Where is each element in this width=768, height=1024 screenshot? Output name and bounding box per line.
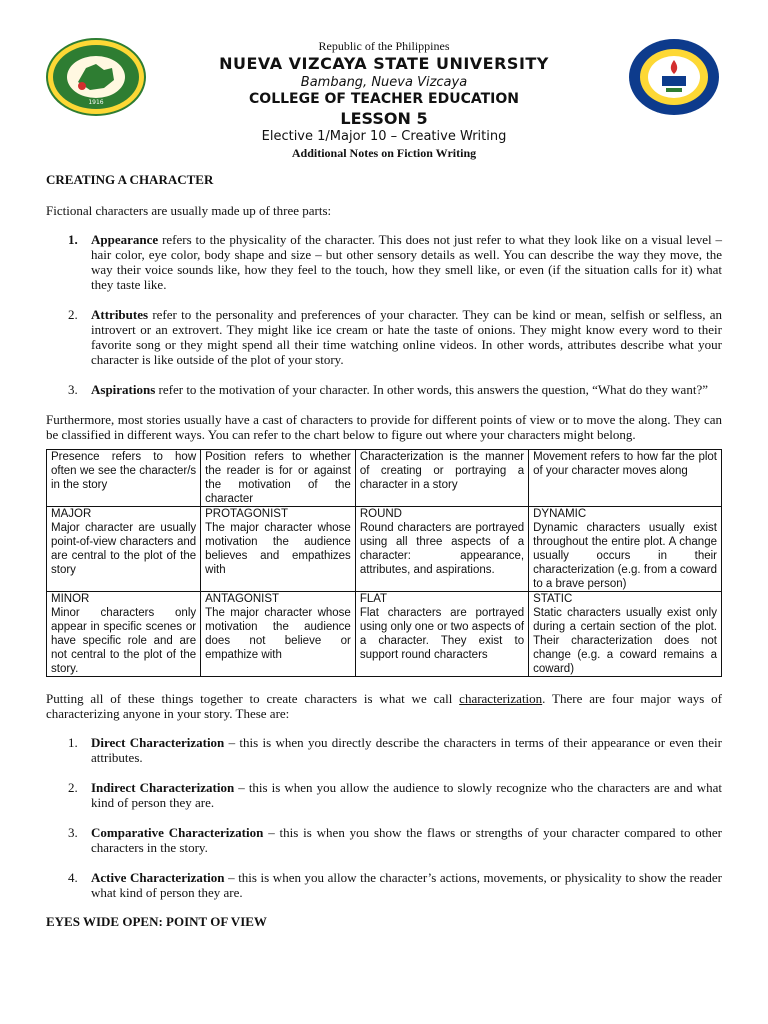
table-cell bbox=[529, 592, 722, 677]
cell-heading: PROTAGONIST bbox=[205, 508, 288, 520]
cell-heading: DYNAMIC bbox=[533, 508, 587, 520]
intro-text: Putting all of these things together to create characters is what we call bbox=[46, 691, 460, 706]
list-text: – this is when you allow the audience to slowly recognize who the characters are and what kind of person they are. bbox=[91, 780, 722, 810]
table-row bbox=[47, 592, 722, 677]
furthermore-paragraph: Furthermore, most stories usually have a cast of characters to provide for different points of view or to move the along. They can be classified in different ways. You can refer to the chart below to figure out where your characters might belong. bbox=[46, 412, 722, 442]
cell-heading: STATIC bbox=[533, 593, 573, 605]
table-cell bbox=[47, 507, 201, 592]
course-title: Elective 1/Major 10 – Creative Writing bbox=[261, 129, 507, 145]
list-item bbox=[46, 735, 722, 765]
list-item bbox=[46, 780, 722, 810]
republic-line: Republic of the Philippines bbox=[318, 39, 450, 53]
cell-body: Round characters are portrayed using all three aspects of a character: appearance, attributes, and aspirations. bbox=[359, 522, 525, 576]
college-seal-logo bbox=[628, 38, 720, 116]
table-cell: Movement refers to how far the plot of your character moves along bbox=[529, 450, 722, 507]
cell-heading: ROUND bbox=[359, 508, 402, 520]
list-number: 3. bbox=[68, 825, 78, 840]
university-seal-logo bbox=[46, 38, 146, 116]
document-subtitle: Additional Notes on Fiction Writing bbox=[291, 145, 477, 160]
character-parts-list bbox=[46, 232, 722, 397]
characterization-term: characterization bbox=[459, 691, 543, 706]
cell-heading: MAJOR bbox=[51, 508, 92, 520]
list-item bbox=[46, 870, 722, 900]
university-name: NUEVA VIZCAYA STATE UNIVERSITY bbox=[219, 54, 549, 74]
list-number: 2. bbox=[68, 307, 78, 322]
list-item bbox=[46, 307, 722, 367]
list-number: 1. bbox=[68, 232, 78, 247]
characterization-intro bbox=[46, 691, 722, 721]
list-number: 3. bbox=[68, 382, 78, 397]
list-item bbox=[46, 232, 722, 292]
table-cell bbox=[201, 507, 356, 592]
college-name: COLLEGE OF TEACHER EDUCATION bbox=[249, 91, 519, 108]
table-cell: Position refers to whether the reader is for or against the motivation of the character bbox=[201, 450, 356, 507]
list-item bbox=[46, 382, 722, 397]
list-text: – this is when you directly describe the characters in terms of their appearance or even their attributes. bbox=[91, 735, 722, 765]
list-number: 4. bbox=[68, 870, 78, 885]
document-header bbox=[140, 39, 628, 160]
section-heading-creating-character: CREATING A CHARACTER bbox=[46, 172, 214, 187]
section-heading-point-of-view: EYES WIDE OPEN: POINT OF VIEW bbox=[46, 914, 267, 929]
list-term: Attributes bbox=[91, 307, 149, 322]
table-cell: Presence refers to how often we see the character/s in the story bbox=[47, 450, 201, 507]
characterization-types-list bbox=[46, 735, 722, 900]
list-text: refer to the motivation of your character. In other words, this answers the question, “What do they want?” bbox=[155, 382, 708, 397]
table-cell bbox=[355, 507, 528, 592]
section-intro: Fictional characters are usually made up of three parts: bbox=[46, 203, 332, 218]
table-cell bbox=[529, 507, 722, 592]
university-location: Bambang, Nueva Vizcaya bbox=[300, 74, 468, 90]
cell-heading: ANTAGONIST bbox=[205, 593, 280, 605]
list-term: Aspirations bbox=[91, 382, 156, 397]
table-row bbox=[47, 507, 722, 592]
cell-body: Major character are usually point-of-view characters and are central to the plot of the story bbox=[51, 522, 197, 576]
table-cell bbox=[355, 592, 528, 677]
list-text: – this is when you allow the character’s actions, movements, or physicality to show the reader what kind of person they are. bbox=[91, 870, 722, 900]
seal-year: 1916 bbox=[88, 99, 104, 106]
table-cell bbox=[47, 592, 201, 677]
character-classification-table bbox=[46, 449, 722, 677]
list-term: Active Characterization bbox=[91, 870, 225, 885]
list-text: refer to the personality and preferences of your character. They can be kind or mean, selfish or selfless, an introvert or an extrovert. They might like ice cream or hate the taste of onions. They might know every word to their favorite song or they might spend all their time watching online videos. In other words, attributes describe what your character is like outside of the plot of your story. bbox=[91, 307, 722, 367]
list-number: 1. bbox=[68, 735, 78, 750]
cell-body: Static characters usually exist only during a certain section of the plot. Their characterization does not change (e.g. a coward remains a coward) bbox=[533, 607, 717, 675]
list-text: refers to the physicality of the character. This does not just refer to what they look like on a visual level – hair color, eye color, body shape and size – but other sensory details as well. You can describe the way they move, the way their voice sounds like, how they feel to the touch, how they smell like, or even (if the situation calls for it) what they taste like. bbox=[91, 232, 722, 292]
cell-heading: FLAT bbox=[359, 593, 388, 605]
list-term: Indirect Characterization bbox=[91, 780, 235, 795]
table-cell: Characterization is the manner of creating or portraying a character in a story bbox=[355, 450, 528, 507]
list-term: Direct Characterization bbox=[91, 735, 225, 750]
list-item bbox=[46, 825, 722, 855]
list-term: Comparative Characterization bbox=[91, 825, 264, 840]
intro-text: . There are four major ways of characterizing anyone in your story. These are: bbox=[46, 691, 722, 721]
cell-body: The major character whose motivation the audience believes and empathizes with bbox=[205, 522, 351, 576]
cell-body: Minor characters only appear in specific scenes or have specific role and are not central to the plot of the story. bbox=[51, 607, 197, 675]
list-text: – this is when you show the flaws or strengths of your character compared to other characters in the story. bbox=[91, 825, 722, 855]
cell-heading: MINOR bbox=[51, 593, 90, 605]
cell-body: Flat characters are portrayed using only one or two aspects of a character. They exist to support round characters bbox=[359, 607, 525, 661]
document-body bbox=[46, 172, 722, 929]
lesson-title: LESSON 5 bbox=[340, 108, 428, 128]
list-term: Appearance bbox=[91, 232, 159, 247]
list-number: 2. bbox=[68, 780, 78, 795]
cell-body: The major character whose motivation the audience does not believe or empathize with bbox=[205, 607, 351, 661]
cell-body: Dynamic characters usually exist throughout the entire plot. A change usually occurs in their characterization (e.g. from a coward to a brave person) bbox=[533, 522, 717, 590]
table-row bbox=[47, 450, 722, 507]
table-cell bbox=[201, 592, 356, 677]
